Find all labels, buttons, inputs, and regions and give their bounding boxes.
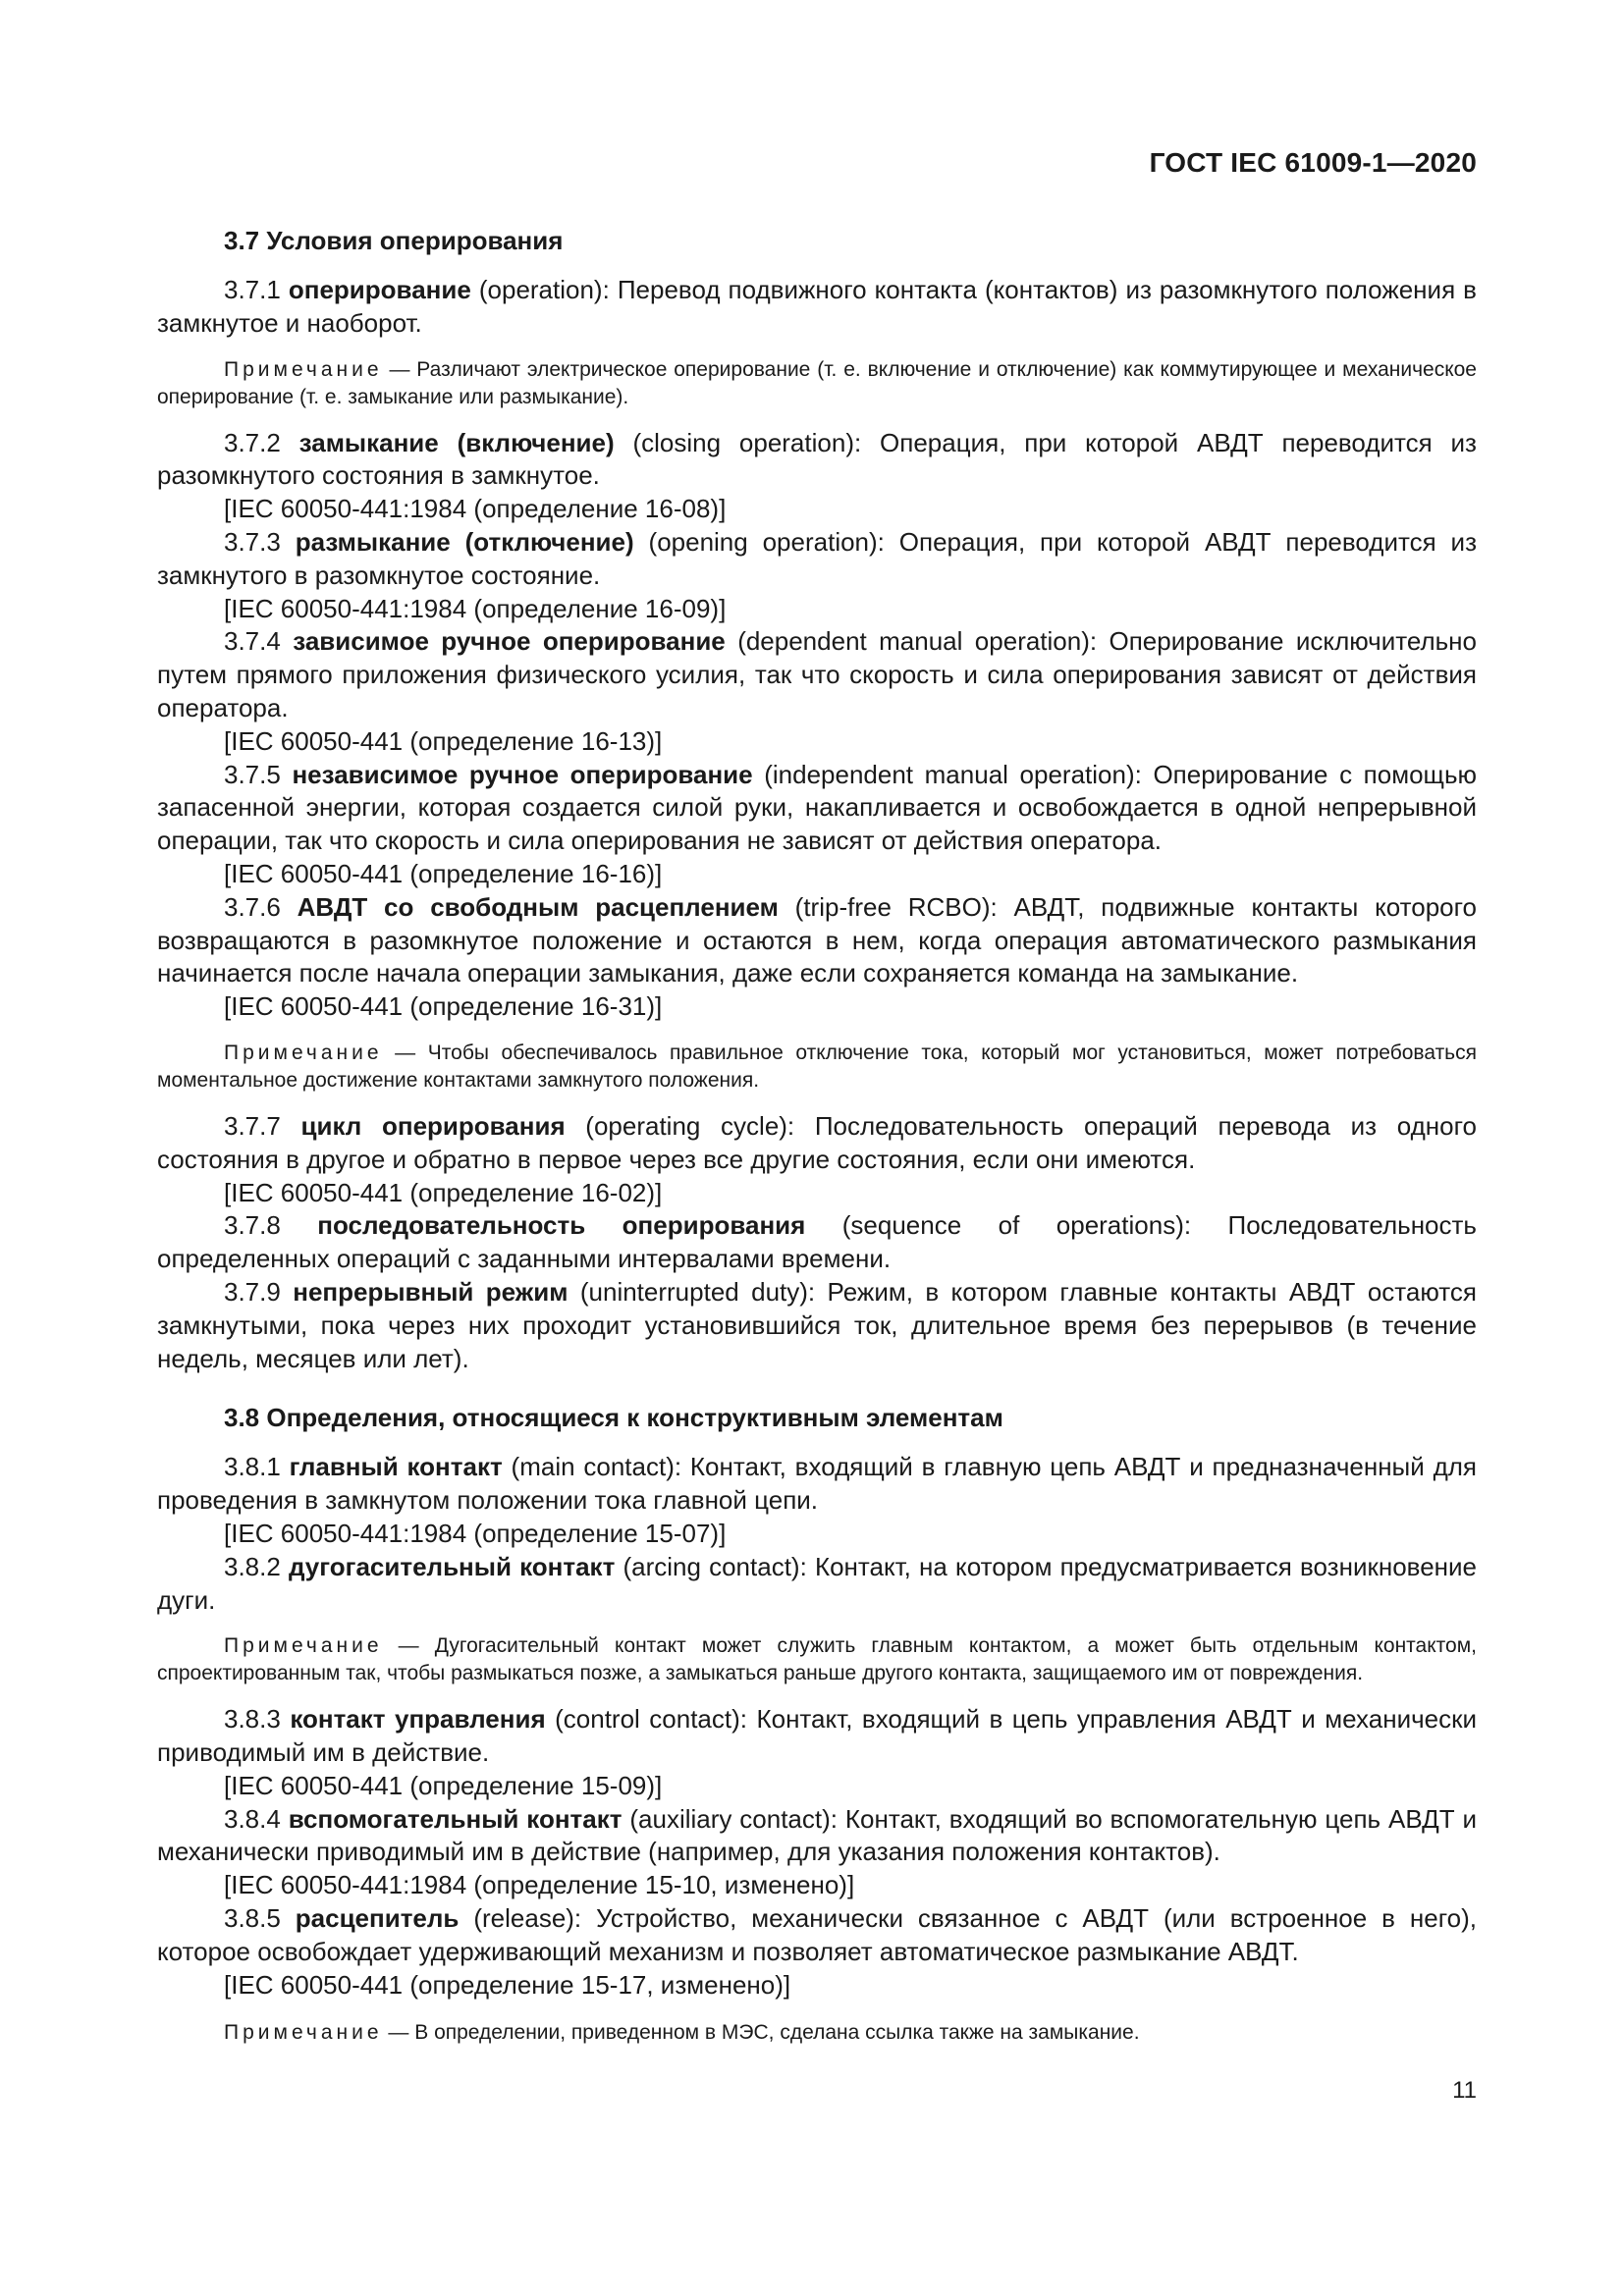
reference-3-7-5: [IEC 60050-441 (определение 16-16)] (224, 858, 663, 888)
term: оперирование (288, 275, 471, 304)
reference-3-8-3: [IEC 60050-441 (определение 15-09)] (224, 1770, 663, 1800)
clause-number: 3.7.1 (224, 275, 281, 304)
note-text: — Различают электрическое оперирование (т. е. включение и отключение) как коммутирующее и механическое оперирование (т. е. замыкание или размыкание). (157, 357, 1477, 408)
note-3 (157, 1632, 1477, 1687)
clause-number: 3.7.3 (224, 526, 281, 557)
definition-text: (opening operation): Операция, при которой АВДТ переводится из замкнутого в разомкнутое состояние. (157, 526, 1478, 590)
definition-text: (release): Устройство, механически связанное с АВДТ (или встроенное в него), которое освобождает удерживающий механизм и позволяет автоматическое размыкание АВДТ. (157, 1903, 1477, 1966)
term: замыкание (включение) (298, 427, 615, 457)
note-text: — Чтобы обеспечивалось правильное отключение тока, который мог установиться, может потребоваться моментальное достижение контактами замкнутого положения. (157, 1041, 1477, 1092)
note-label: Примечание (224, 1041, 383, 1064)
note-label: Примечание (224, 357, 383, 381)
term: зависимое ручное оперирование (293, 626, 726, 657)
clause-number: 3.7.2 (224, 427, 281, 457)
clause-number: 3.7.7 (224, 1110, 281, 1141)
reference-3-8-5: [IEC 60050-441 (определение 15-17, изменено)] (224, 1969, 791, 2000)
term: дугогасительный контакт (288, 1551, 616, 1581)
note-4 (157, 2019, 1477, 2047)
clause-number: 3.7.8 (224, 1210, 281, 1241)
clause-number: 3.8.5 (224, 1903, 281, 1934)
definition-3-8-1 (157, 1451, 1477, 1518)
definition-3-7-5 (157, 759, 1477, 858)
definition-text: (uninterrupted duty): Режим, в котором главные контакты АВДТ остаются замкнутыми, пока через них проходит установившийся ток, длительное время без перерывов (в течение недель, месяцев или лет). (157, 1276, 1477, 1373)
term: вспомогательный контакт (288, 1803, 623, 1834)
definition-3-8-3 (157, 1703, 1477, 1770)
definition-text: (auxiliary contact): Контакт, входящий во вспомогательную цепь АВДТ и механически приводимый им в действие (например, для указания положения контактов). (157, 1803, 1477, 1867)
clause-number: 3.8.3 (224, 1704, 281, 1735)
note-label: Примечание (224, 1634, 383, 1658)
section-heading-3-8: 3.8 Определения, относящиеся к конструктивным элементам (224, 1403, 1003, 1433)
note-text: — В определении, приведенном в МЭС, сделана ссылка также на замыкание. (388, 2021, 1140, 2045)
term: расцепитель (295, 1903, 460, 1934)
note-2 (157, 1040, 1477, 1095)
reference-3-8-1: [IEC 60050-441:1984 (определение 15-07)] (224, 1518, 727, 1548)
clause-number: 3.7.9 (224, 1276, 281, 1307)
note-1 (157, 356, 1477, 411)
definition-text: (main contact): Контакт, входящий в главную цепь АВДТ и предназначенный для проведения в замкнутом положении тока главной цепи. (157, 1452, 1478, 1516)
definition-text: (closing operation): Операция, при которой АВДТ переводится из разомкнутого состояния в замкнутое. (157, 427, 1477, 491)
note-text: — Дугогасительный контакт может служить главным контактом, а может быть отдельным контактом, спроектированным так, чтобы размыкаться позже, а замыкаться раньше другого контакта, защищаемого им от повреждения. (157, 1634, 1477, 1685)
term: последовательность оперирования (317, 1210, 806, 1241)
page-content (157, 226, 1477, 2062)
reference-3-7-7: [IEC 60050-441 (определение 16-02)] (224, 1177, 663, 1207)
note-label: Примечание (224, 2021, 383, 2045)
definition-3-8-5 (157, 1902, 1477, 1969)
clause-number: 3.8.1 (224, 1452, 281, 1482)
definition-3-7-4 (157, 625, 1477, 724)
definition-text: (sequence of operations): Последовательность определенных операций с заданными интервалами времени. (157, 1210, 1477, 1274)
reference-3-7-2: [IEC 60050-441:1984 (определение 16-08)] (224, 494, 727, 524)
definition-3-8-4 (157, 1803, 1477, 1870)
definition-text: (independent manual operation): Оперирование с помощью запасенной энергии, которая создается силой руки, накапливается и освобождается в одной непрерывной операции, так что скорость и сила оперирования не зависят от действия оператора. (157, 759, 1477, 856)
term: АВДТ со свободным расцеплением (297, 891, 779, 922)
reference-3-7-3: [IEC 60050-441:1984 (определение 16-09)] (224, 593, 727, 623)
reference-3-8-4: [IEC 60050-441:1984 (определение 15-10, изменено)] (224, 1870, 855, 1900)
reference-3-7-4: [IEC 60050-441 (определение 16-13)] (224, 725, 663, 756)
definition-3-7-2 (157, 427, 1477, 494)
definition-text: (operation): Перевод подвижного контакта (контактов) из разомкнутого положения в замкнутое и наоборот. (157, 275, 1477, 338)
definition-text: (dependent manual operation): Оперирование исключительно путем прямого приложения физического усилия, так что скорость и сила оперирования зависят от действия оператора. (157, 626, 1477, 722)
clause-number: 3.7.5 (224, 759, 281, 789)
term: контакт управления (290, 1704, 546, 1735)
definition-text: (arcing contact): Контакт, на котором предусматривается возникновение дуги. (157, 1551, 1477, 1615)
definition-text: (trip-free RCBO): АВДТ, подвижные контакты которого возвращаются в разомкнутое положение и остаются в нем, когда операция автоматического размыкания начинается после начала операции замыкания, даже если сохраняется команда на замыкание. (157, 891, 1477, 988)
page-number: 11 (1452, 2077, 1477, 2104)
clause-number: 3.7.4 (224, 626, 281, 657)
clause-number: 3.8.2 (224, 1551, 281, 1581)
term: главный контакт (289, 1452, 503, 1482)
definition-text: (operating cycle): Последовательность операций перевода из одного состояния в другое и обратно в первое через все другие состояния, если они имеются. (157, 1110, 1477, 1174)
definition-3-7-3 (157, 526, 1477, 593)
section-heading-3-7: 3.7 Условия оперирования (224, 226, 564, 255)
term: непрерывный режим (293, 1276, 568, 1307)
clause-number: 3.7.6 (224, 891, 281, 922)
definition-3-7-8 (157, 1209, 1477, 1276)
term: цикл оперирования (300, 1110, 566, 1141)
clause-number: 3.8.4 (224, 1803, 281, 1834)
definition-3-7-6 (157, 891, 1477, 990)
reference-3-7-6: [IEC 60050-441 (определение 16-31)] (224, 991, 663, 1022)
document-code: ГОСТ IEC 61009-1—2020 (1149, 147, 1477, 178)
definition-text: (control contact): Контакт, входящий в цепь управления АВДТ и механически приводимый им в действие. (157, 1704, 1477, 1768)
definition-3-7-9 (157, 1276, 1477, 1375)
term: независимое ручное оперирование (292, 759, 753, 789)
definition-3-7-1 (157, 274, 1477, 341)
definition-3-8-2 (157, 1551, 1477, 1618)
definition-3-7-7 (157, 1110, 1477, 1177)
term: размыкание (отключение) (295, 526, 634, 557)
